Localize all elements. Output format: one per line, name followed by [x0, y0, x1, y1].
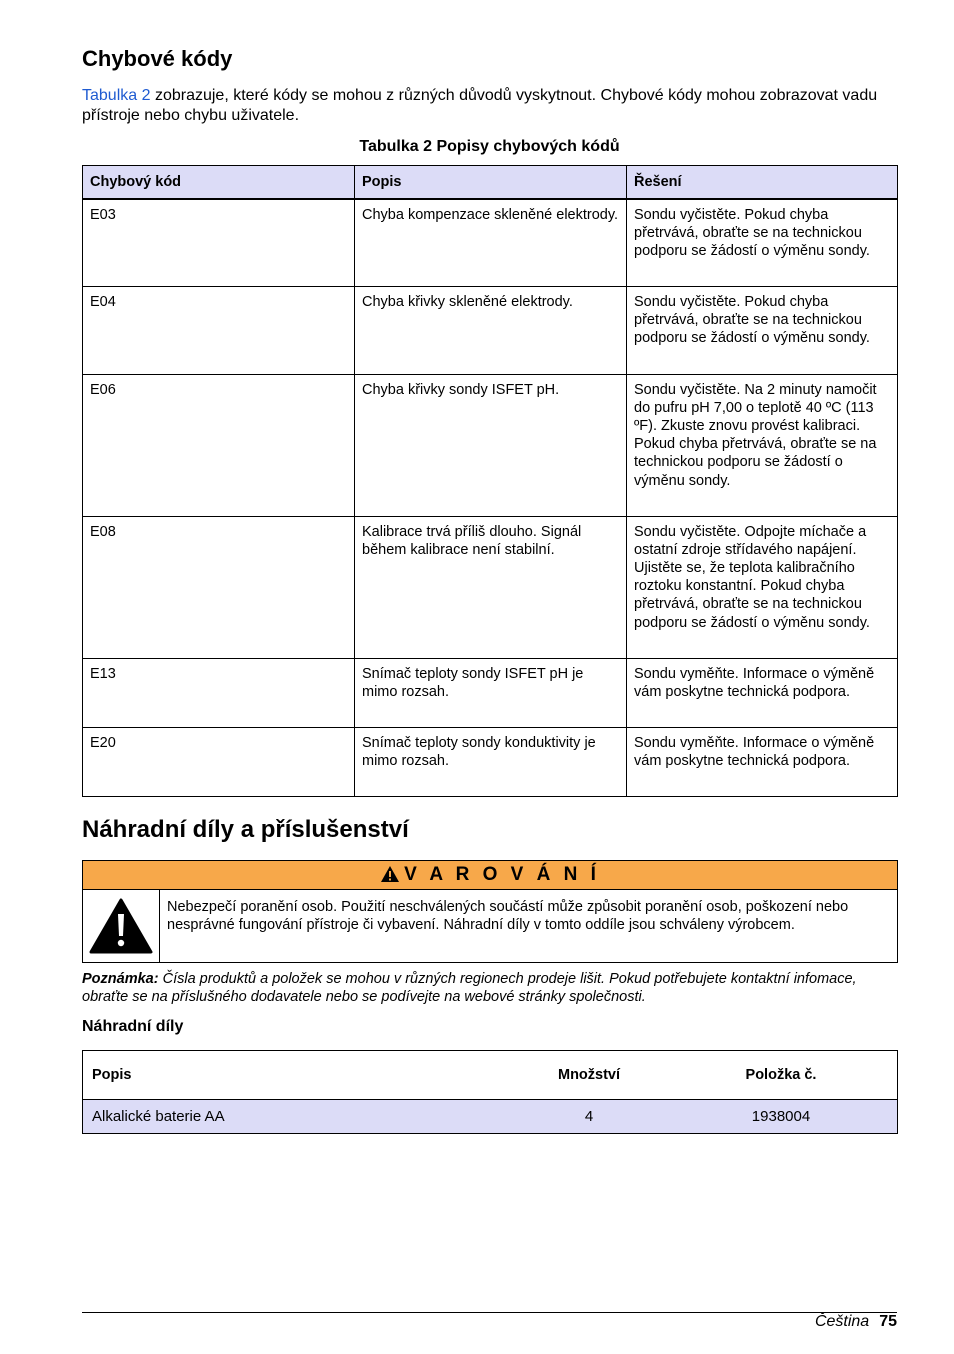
- warning-triangle-icon: [380, 865, 400, 883]
- spare-parts-table: [82, 1050, 898, 1134]
- error-codes-table: [82, 165, 898, 797]
- column-header-code: Chybový kód: [83, 166, 355, 200]
- footer-language: Čeština: [814, 1313, 870, 1330]
- error-description: Snímač teploty sondy konduktivity je mimo rozsah.: [355, 727, 627, 796]
- table-row: [83, 199, 898, 286]
- error-description: Snímač teploty sondy ISFET pH je mimo rozsah.: [355, 658, 627, 727]
- error-description: Chyba křivky sondy ISFET pH.: [355, 374, 627, 516]
- column-header-solution: Řešení: [627, 166, 898, 200]
- part-quantity: 4: [513, 1100, 665, 1134]
- column-header-description: Popis: [355, 166, 627, 200]
- error-code: E04: [83, 286, 355, 374]
- error-code: E06: [83, 374, 355, 516]
- error-code: E13: [83, 658, 355, 727]
- column-header-item-number: Položka č.: [665, 1051, 898, 1100]
- page-footer: [82, 1312, 897, 1332]
- note-label: Poznámka:: [82, 971, 159, 987]
- column-header-quantity: Množství: [513, 1051, 665, 1100]
- note-paragraph: [82, 970, 897, 1006]
- error-solution: Sondu vyčistěte. Na 2 minuty namočit do pufru pH 7,00 o teplotě 40 ºC (113 ºF). Zkuste znovu provést kalibraci. Pokud chyba přetrvává, obraťte se na technickou podporu se žádostí o výměnu sondy.: [627, 374, 898, 516]
- table-row: [83, 374, 898, 516]
- warning-box: [82, 860, 898, 963]
- error-description: Chyba křivky skleněné elektrody.: [355, 286, 627, 374]
- table-row: [83, 658, 898, 727]
- table-row: [83, 516, 898, 658]
- error-description: Chyba kompenzace skleněné elektrody.: [355, 199, 627, 286]
- note-text: Čísla produktů a položek se mohou v různých regionech prodeje lišit. Pokud potřebujete kontaktní infomace, obraťte se na příslušného dodavatele nebo se podívejte na webové stránky společnosti.: [82, 971, 857, 1006]
- column-header-description: Popis: [83, 1051, 514, 1100]
- error-code: E20: [83, 727, 355, 796]
- table-row: [83, 727, 898, 796]
- error-solution: Sondu vyměňte. Informace o výměně vám poskytne technická podpora.: [627, 727, 898, 796]
- spare-parts-heading: Náhradní díly: [82, 1018, 184, 1035]
- error-solution: Sondu vyčistěte. Odpojte míchače a ostatní zdroje střídavého napájení. Ujistěte se, že teplota kalibračního roztoku konstantní. Pokud chyba přetrvává, obraťte se na technickou podporu se žádostí o výměnu sondy.: [627, 516, 898, 658]
- part-description: Alkalické baterie AA: [83, 1100, 514, 1134]
- table-row: [83, 1100, 898, 1134]
- warning-text: Nebezpečí poranění osob. Použití neschválených součástí může způsobit poranění osob, poškození nebo nesprávné fungování přístroje či vybavení. Náhradní díly v tomto oddíle jsou schváleny výrobcem.: [167, 899, 849, 934]
- intro-text: zobrazuje, které kódy se mohou z různých důvodů vyskytnout. Chybové kódy mohou zobrazovat vadu přístroje nebo chybu uživatele.: [82, 87, 878, 124]
- warning-icon-cell: [83, 890, 160, 962]
- warning-triangle-icon: [89, 898, 153, 954]
- table-link[interactable]: Tabulka 2: [82, 87, 151, 104]
- error-solution: Sondu vyměňte. Informace o výměně vám poskytne technická podpora.: [627, 658, 898, 727]
- error-solution: Sondu vyčistěte. Pokud chyba přetrvává, obraťte se na technickou podporu se žádostí o výměnu sondy.: [627, 199, 898, 286]
- section-title-spare-parts: Náhradní díly a příslušenství: [82, 816, 409, 843]
- error-code: E03: [83, 199, 355, 286]
- error-solution: Sondu vyčistěte. Pokud chyba přetrvává, obraťte se na technickou podporu se žádostí o výměnu sondy.: [627, 286, 898, 374]
- table-caption: Tabulka 2 Popisy chybových kódů: [359, 138, 620, 155]
- warning-header: [83, 861, 897, 890]
- table-row: [83, 286, 898, 374]
- section-title-error-codes: Chybové kódy: [82, 46, 233, 71]
- warning-title: V A R O V Á N Í: [404, 864, 600, 885]
- error-description: Kalibrace trvá příliš dlouho. Signál během kalibrace není stabilní.: [355, 516, 627, 658]
- page-number: 75: [879, 1313, 897, 1330]
- error-code: E08: [83, 516, 355, 658]
- intro-paragraph: [82, 86, 897, 126]
- part-item-number: 1938004: [665, 1100, 898, 1134]
